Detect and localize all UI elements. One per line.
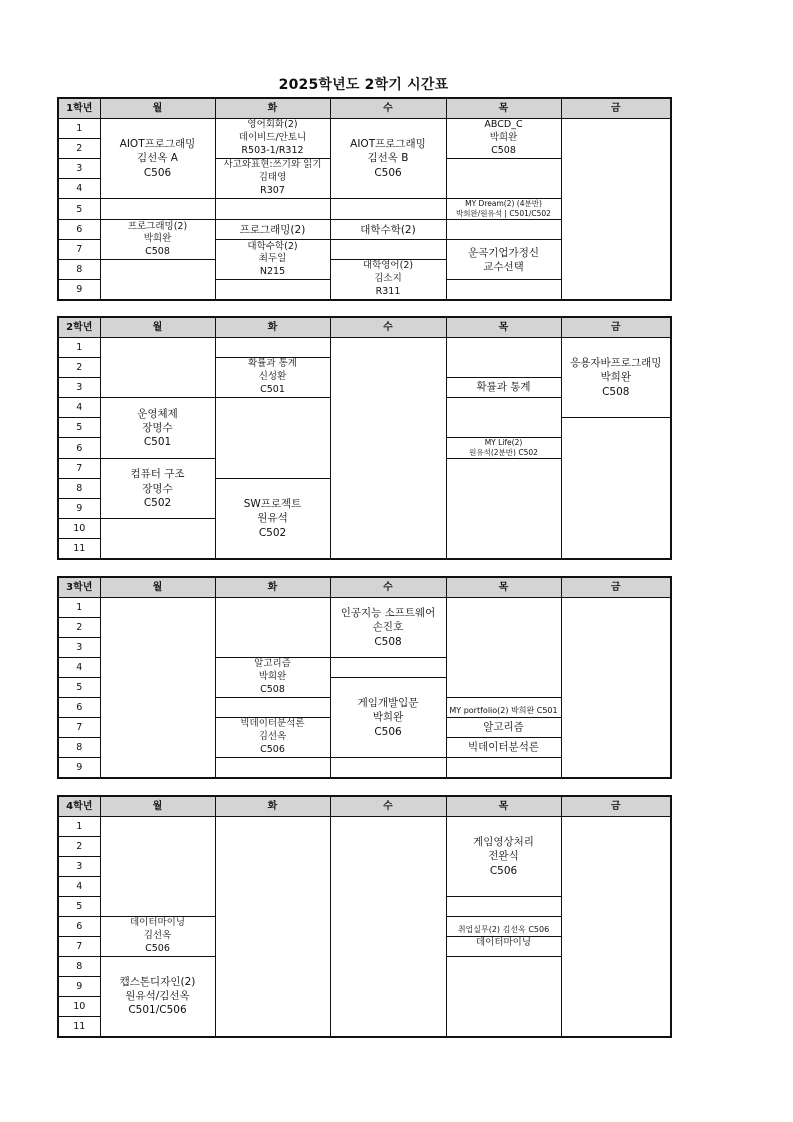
day-header-mon: 월 bbox=[100, 577, 215, 598]
empty-slot bbox=[446, 280, 561, 300]
course-cell[interactable]: 취업실무(2) 김선옥 C506 bbox=[446, 917, 561, 937]
period-number: 8 bbox=[58, 738, 100, 758]
period-number: 8 bbox=[58, 479, 100, 499]
day-header-thu: 목 bbox=[446, 317, 561, 338]
empty-slot bbox=[330, 817, 446, 1037]
empty-slot bbox=[215, 758, 330, 778]
course-cell[interactable]: 빅데이터분석론 김선옥 C506 bbox=[215, 718, 330, 758]
period-number: 2 bbox=[58, 358, 100, 378]
day-header-thu: 목 bbox=[446, 796, 561, 817]
empty-slot bbox=[330, 199, 446, 220]
empty-slot bbox=[215, 398, 330, 479]
day-header-wed: 수 bbox=[330, 98, 446, 119]
period-number: 4 bbox=[58, 398, 100, 418]
empty-slot bbox=[215, 598, 330, 658]
empty-slot bbox=[446, 220, 561, 240]
header-row bbox=[58, 577, 671, 598]
period-number: 2 bbox=[58, 618, 100, 638]
course-cell[interactable]: 인공지능 소프트웨어 손진호 C508 bbox=[330, 598, 446, 658]
period-number: 6 bbox=[58, 220, 100, 240]
empty-slot bbox=[100, 338, 215, 398]
period-number: 5 bbox=[58, 897, 100, 917]
day-header-fri: 금 bbox=[561, 796, 671, 817]
empty-slot bbox=[446, 897, 561, 917]
period-number: 1 bbox=[58, 817, 100, 837]
period-number: 3 bbox=[58, 159, 100, 179]
period-number: 10 bbox=[58, 519, 100, 539]
period-number: 8 bbox=[58, 260, 100, 280]
period-number: 11 bbox=[58, 1017, 100, 1037]
grade-label: 3학년 bbox=[58, 577, 100, 598]
course-cell[interactable]: 알고리즘 bbox=[446, 718, 561, 738]
timetable-grade-1 bbox=[57, 97, 672, 301]
period-number: 11 bbox=[58, 539, 100, 559]
course-cell[interactable]: 운곡기업가정신 교수선택 bbox=[446, 240, 561, 280]
period-number: 9 bbox=[58, 758, 100, 778]
period-number: 5 bbox=[58, 678, 100, 698]
empty-slot bbox=[100, 598, 215, 778]
period-number: 2 bbox=[58, 139, 100, 159]
page-title: 2025학년도 2학기 시간표 bbox=[278, 77, 449, 93]
course-cell[interactable]: MY portfolio(2) 박희완 C501 bbox=[446, 698, 561, 718]
period-number: 6 bbox=[58, 438, 100, 459]
day-header-tue: 화 bbox=[215, 98, 330, 119]
course-cell[interactable]: MY Life(2) 원유석(2분반) C502 bbox=[446, 438, 561, 459]
day-header-thu: 목 bbox=[446, 98, 561, 119]
period-number: 3 bbox=[58, 638, 100, 658]
period-number: 4 bbox=[58, 179, 100, 199]
header-row bbox=[58, 796, 671, 817]
course-cell[interactable]: 캡스톤디자인(2) 원유석/김선옥 C501/C506 bbox=[100, 957, 215, 1037]
period-number: 3 bbox=[58, 857, 100, 877]
course-cell[interactable]: 운영체제 장명수 C501 bbox=[100, 398, 215, 459]
course-cell[interactable]: 확률과 통계 신성환 C501 bbox=[215, 358, 330, 398]
empty-slot bbox=[330, 658, 446, 678]
course-cell[interactable]: AIOT프로그래밍 김선옥 A C506 bbox=[100, 119, 215, 199]
empty-slot bbox=[446, 758, 561, 778]
period-number: 3 bbox=[58, 378, 100, 398]
day-header-tue: 화 bbox=[215, 577, 330, 598]
course-cell[interactable]: SW프로젝트 원유석 C502 bbox=[215, 479, 330, 559]
empty-slot bbox=[561, 598, 671, 778]
day-header-tue: 화 bbox=[215, 796, 330, 817]
period-number: 8 bbox=[58, 957, 100, 977]
period-number: 5 bbox=[58, 418, 100, 438]
empty-slot bbox=[561, 119, 671, 300]
empty-slot bbox=[446, 159, 561, 199]
empty-slot bbox=[330, 240, 446, 260]
course-cell[interactable]: 빅데이터분석론 bbox=[446, 738, 561, 758]
empty-slot bbox=[561, 418, 671, 559]
course-cell[interactable]: 프로그래밍(2) 박희완 C508 bbox=[100, 220, 215, 260]
empty-slot bbox=[215, 280, 330, 300]
timetable-grade-3 bbox=[57, 576, 672, 779]
course-cell[interactable]: 영어회화(2) 데이비드/안토니 R503-1/R312 bbox=[215, 119, 330, 159]
empty-slot bbox=[215, 817, 330, 1037]
empty-slot bbox=[100, 817, 215, 917]
period-number: 6 bbox=[58, 917, 100, 937]
period-number: 1 bbox=[58, 338, 100, 358]
period-number: 9 bbox=[58, 280, 100, 300]
course-cell[interactable]: 데이터마이닝 김선옥 C506 bbox=[100, 917, 215, 957]
period-number: 1 bbox=[58, 598, 100, 618]
course-cell[interactable]: 대학수학(2) 최두일 N215 bbox=[215, 240, 330, 280]
empty-slot bbox=[330, 338, 446, 559]
empty-slot bbox=[446, 598, 561, 698]
course-cell[interactable]: 사고와표현:쓰기와 읽기 김태영 R307 bbox=[215, 159, 330, 199]
course-cell[interactable]: 게임영상처리 전완식 C506 bbox=[446, 817, 561, 897]
header-row bbox=[58, 98, 671, 119]
day-header-mon: 월 bbox=[100, 317, 215, 338]
period-number: 7 bbox=[58, 718, 100, 738]
grade-label: 1학년 bbox=[58, 98, 100, 119]
period-number: 6 bbox=[58, 698, 100, 718]
day-header-tue: 화 bbox=[215, 317, 330, 338]
period-number: 7 bbox=[58, 937, 100, 957]
day-header-mon: 월 bbox=[100, 796, 215, 817]
period-number: 10 bbox=[58, 997, 100, 1017]
empty-slot bbox=[446, 957, 561, 1037]
period-number: 2 bbox=[58, 837, 100, 857]
timetable-grade-4 bbox=[57, 795, 672, 1038]
period-number: 4 bbox=[58, 658, 100, 678]
empty-slot bbox=[330, 758, 446, 778]
day-header-fri: 금 bbox=[561, 317, 671, 338]
course-cell[interactable]: 데이터마이닝 bbox=[446, 937, 561, 957]
course-cell[interactable]: 컴퓨터 구조 장명수 C502 bbox=[100, 459, 215, 519]
course-cell[interactable]: 대학영어(2) 김소지 R311 bbox=[330, 260, 446, 300]
course-cell[interactable]: 응용자바프로그래밍 박희완 C508 bbox=[561, 338, 671, 418]
course-cell[interactable]: 확률과 통계 bbox=[446, 378, 561, 398]
day-header-thu: 목 bbox=[446, 577, 561, 598]
period-number: 7 bbox=[58, 240, 100, 260]
empty-slot bbox=[446, 398, 561, 438]
empty-slot bbox=[100, 519, 215, 559]
day-header-wed: 수 bbox=[330, 577, 446, 598]
grade-label: 2학년 bbox=[58, 317, 100, 338]
empty-slot bbox=[446, 459, 561, 559]
period-number: 5 bbox=[58, 199, 100, 220]
header-row bbox=[58, 317, 671, 338]
course-cell[interactable]: 프로그래밍(2) bbox=[215, 220, 330, 240]
course-cell[interactable]: MY Dream(2) (4분반) 박희완/원유석 | C501/C502 bbox=[446, 199, 561, 220]
course-cell[interactable]: AIOT프로그래밍 김선옥 B C506 bbox=[330, 119, 446, 199]
empty-slot bbox=[215, 338, 330, 358]
period-number: 9 bbox=[58, 977, 100, 997]
course-cell[interactable]: 알고리즘 박희완 C508 bbox=[215, 658, 330, 698]
day-header-fri: 금 bbox=[561, 98, 671, 119]
course-cell[interactable]: 대학수학(2) bbox=[330, 220, 446, 240]
course-cell[interactable]: ABCD_C 박희완 C508 bbox=[446, 119, 561, 159]
day-header-wed: 수 bbox=[330, 796, 446, 817]
period-number: 4 bbox=[58, 877, 100, 897]
empty-slot bbox=[215, 698, 330, 718]
empty-slot bbox=[561, 817, 671, 1037]
empty-slot bbox=[215, 199, 330, 220]
empty-slot bbox=[100, 199, 215, 220]
day-header-fri: 금 bbox=[561, 577, 671, 598]
period-number: 7 bbox=[58, 459, 100, 479]
course-cell[interactable]: 게임개발입문 박희완 C506 bbox=[330, 678, 446, 758]
grade-label: 4학년 bbox=[58, 796, 100, 817]
day-header-wed: 수 bbox=[330, 317, 446, 338]
empty-slot bbox=[100, 260, 215, 300]
period-number: 1 bbox=[58, 119, 100, 139]
timetable-grade-2 bbox=[57, 316, 672, 560]
empty-slot bbox=[446, 338, 561, 378]
period-number: 9 bbox=[58, 499, 100, 519]
day-header-mon: 월 bbox=[100, 98, 215, 119]
